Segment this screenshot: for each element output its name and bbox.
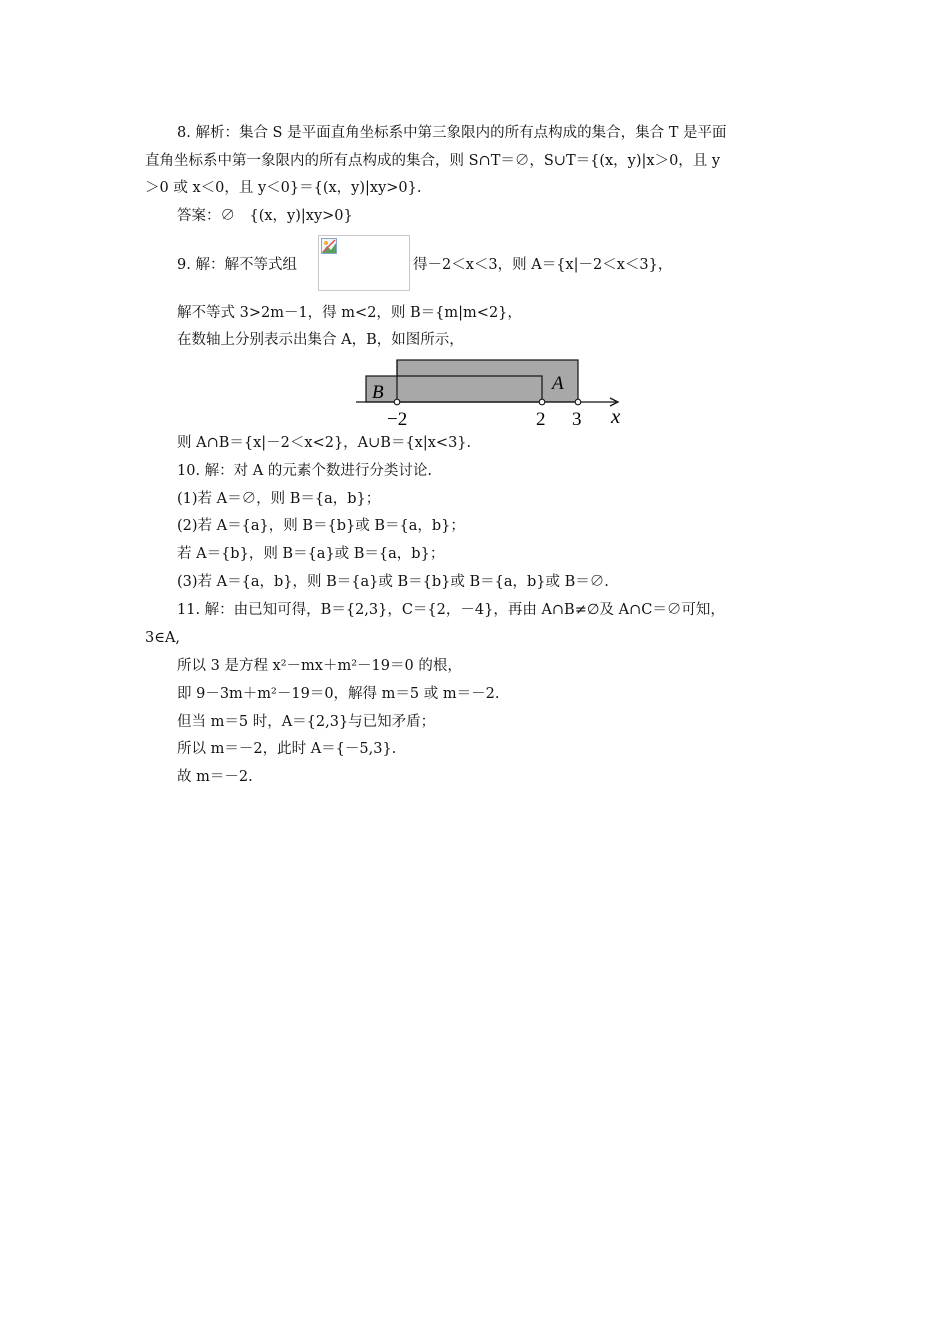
- q11-line-3: 所以 3 是方程 x²－mx＋m²－19＝0 的根，: [177, 658, 462, 674]
- q9-line-4: 则 A∩B＝{x|－2＜x<2}，A∪B＝{x|x<3}.: [177, 435, 472, 451]
- tick-label-3: 3: [572, 409, 582, 430]
- q8-answer: 答案：∅ {(x，y)|xy>0}: [177, 208, 353, 224]
- axis-label-x: x: [611, 404, 621, 428]
- broken-image-icon: [321, 238, 337, 254]
- q11-line-2: 3∈A,: [145, 630, 181, 646]
- q10-line-1: 10. 解：对 A 的元素个数进行分类讨论.: [177, 463, 432, 479]
- q9-line-1-suffix: 得－2＜x＜3，则 A＝{x|－2＜x＜3}，: [413, 257, 673, 273]
- number-line-figure: [354, 355, 634, 435]
- q10-line-2: (1)若 A＝∅，则 B＝{a，b}；: [177, 491, 381, 507]
- q9-line-2: 解不等式 3>2m－1，得 m<2，则 B＝{m|m<2}，: [177, 305, 522, 321]
- endpoint-neg2: [394, 399, 400, 405]
- q10-line-5: (3)若 A＝{a，b}，则 B＝{a}或 B＝{b}或 B＝{a，b}或 B＝∅.: [177, 574, 609, 590]
- q11-line-5: 但当 m＝5 时，A＝{2,3}与已知矛盾；: [177, 714, 436, 730]
- q9-line-1-prefix: 9. 解：解不等式组: [177, 257, 297, 273]
- q10-line-3: (2)若 A＝{a}，则 B＝{b}或 B＝{a，b}；: [177, 518, 465, 534]
- endpoint-2: [539, 399, 545, 405]
- q8-line-3: ＞0 或 x＜0，且 y＜0}＝{(x，y)|xy>0}.: [145, 180, 422, 196]
- broken-image-placeholder: [318, 235, 410, 291]
- q10-line-4: 若 A＝{b}，则 B＝{a}或 B＝{a，b}；: [177, 546, 445, 562]
- q8-line-2: 直角坐标系中第一象限内的所有点构成的集合，则 S∩T＝∅，S∪T＝{(x，y)|x＞0，且 y: [145, 153, 721, 169]
- q8-line-1: 8. 解析：集合 S 是平面直角坐标系中第三象限内的所有点构成的集合，集合 T 是平面: [177, 125, 727, 141]
- q11-line-7: 故 m＝－2.: [177, 769, 253, 785]
- q11-line-4: 即 9－3m＋m²－19＝0，解得 m＝5 或 m＝－2.: [177, 686, 500, 702]
- endpoint-3: [575, 399, 581, 405]
- label-a: A: [552, 373, 564, 394]
- q11-line-1: 11. 解：由已知可得，B＝{2,3}，C＝{2，－4}，再由 A∩B≠∅及 A∩C＝∅可知，: [177, 602, 725, 618]
- label-b: B: [372, 382, 384, 403]
- tick-label-neg2: −2: [387, 409, 408, 430]
- set-b-region: [366, 376, 542, 402]
- q11-line-6: 所以 m＝－2，此时 A＝{－5,3}.: [177, 741, 397, 757]
- q9-line-3: 在数轴上分别表示出集合 A，B，如图所示，: [177, 332, 464, 348]
- tick-label-2: 2: [536, 409, 546, 430]
